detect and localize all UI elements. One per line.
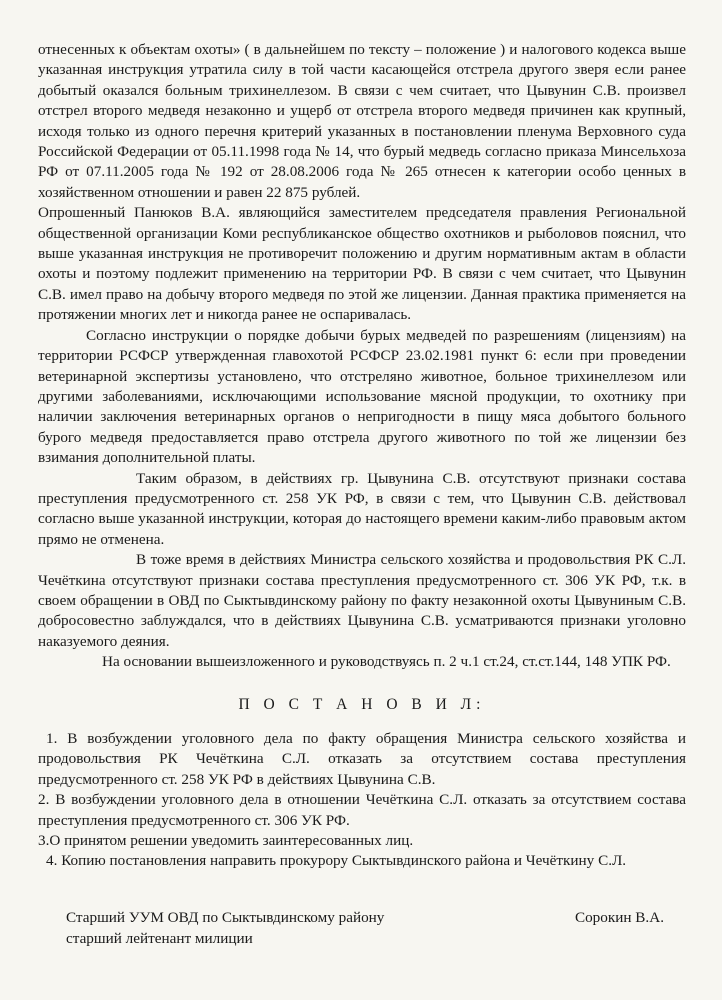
decision-item: 3.О принятом решении уведомить заинтересованных лиц.	[38, 832, 414, 850]
paragraph-conclusion: Таким образом, в действиях гр. Цывунина С.В. отсутствуют признаки состава преступления предусмотренного ст. 258 УК РФ, в связи с тем, что Цывунин С.В. действовал согласно выше указанной инструкции, которая до настоящего времени каким-либо правовым актом прямо не отменена.	[38, 469, 686, 548]
decision-item: 2. В возбуждении уголовного дела в отношении Чечёткина С.Л. отказать за отсутствием состава преступления предусмотренного ст. 306 УК РФ.	[38, 791, 686, 829]
paragraph-instruction: Согласно инструкции о порядке добычи бурых медведей по разрешениям (лицензиям) на территории РСФСР утвержденная главохотой РСФСР 23.02.1981 пункт 6: если при проведении ветеринарной экспертизы установлено, что отстреляно животное, больное трихинеллезом или другими заболеваниями, исключающими использование мясной продукции, то охотнику при наличии заключения ветеринарных органов о непригодности в пищу мяса добытого больного бурого медведя предоставляется право отстрела другого животного по той же лицензии без взимания дополнительной платы.	[38, 326, 686, 467]
paragraph-continuation: отнесенных к объектам охоты» ( в дальнейшем по тексту – положение ) и налогового кодекса выше указанная инструкция утратила силу в той части касающейся отстрела другого зверя если ранее добытый оказался больным трихинеллезом. В связи с чем считает, что Цывунин С.В. произвел отстрел второго медведя незаконно и ущерб от отстрела второго медведя причинен как крупный, исходя только из одного перечня критерий указанных в постановлении пленума Верховного суда Российской Федерации от 05.11.1998 года № 14, что бурый медведь согласно приказа Минсельхоза РФ от 07.11.2005 года № 192 от 28.08.2006 года № 265 отнесен к категории особо ценных в хозяйственном отношении и равен 22 875 рублей.	[38, 41, 686, 201]
signature-position	[66, 907, 384, 949]
decision-item: 4. Копию постановления направить прокурору Сыктывдинского района и Чечёткину С.Л.	[46, 852, 627, 870]
signature-position-line2: старший лейтенант милиции	[66, 930, 253, 947]
decision-item: 1. В возбуждении уголовного дела по факту обращения Министра сельского хозяйства и продовольствия РК Чечёткина С.Л. отказать за отсутствием состава преступления предусмотренного ст. 258 УК РФ в действиях Цывунина С.В.	[38, 730, 686, 788]
paragraph-legal-basis: На основании вышеизложенного и руководствуясь п. 2 ч.1 ст.24, ст.ст.144, 148 УПК РФ.	[102, 653, 671, 671]
document-body	[38, 40, 686, 872]
paragraph-panyukov: Опрошенный Панюков В.А. являющийся заместителем председателя правления Региональной общественной организации Коми республиканское общество охотников и рыболовов пояснил, что выше указанная инструкция не противоречит положению и другим нормативным актам в области охоты и поэтому подлежит применению на территории РФ. В связи с чем считает, что Цывунин С.В. имел право на добычу второго медведя по этой же лицензии. Данная практика применяется на протяжении многих лет и никогда ранее не оспаривалась.	[38, 204, 686, 324]
signature-position-line1: Старший УУМ ОВД по Сыктывдинскому району	[66, 909, 385, 926]
resolution-title: П О С Т А Н О В И Л:	[238, 695, 486, 713]
paragraph-minister: В тоже время в действиях Министра сельского хозяйства и продовольствия РК С.Л. Чечёткина отсутствуют признаки состава преступления предусмотренного ст. 306 УК РФ, т.к. в своем обращении в ОВД по Сыктывдинскому району по факту незаконной охоты Цывуниным С.В. добросовестно заблуждался, что в действиях Цывунина С.В. усматриваются признаки уголовно наказуемого деяния.	[38, 551, 686, 650]
signature-name: Сорокин В.А.	[574, 909, 664, 926]
